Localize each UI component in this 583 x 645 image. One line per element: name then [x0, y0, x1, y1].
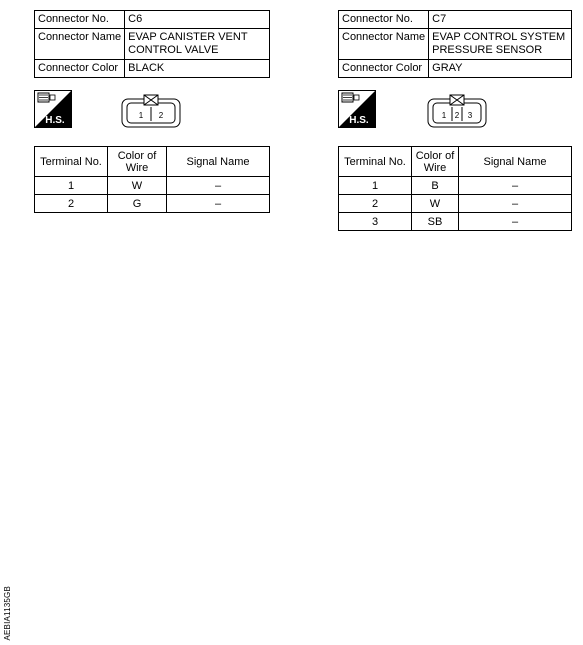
- pin-label: 2: [158, 111, 164, 120]
- terminal-cell: 2: [339, 195, 412, 213]
- connector-face-icon: [426, 93, 488, 136]
- terminal-cell: 1: [35, 177, 108, 195]
- connector-name-label: Connector Name: [339, 29, 429, 60]
- terminal-no-header: Terminal No.: [339, 147, 412, 177]
- connector-no-value: C7: [429, 11, 572, 29]
- table-row: [339, 177, 572, 195]
- pin-label: 1: [138, 111, 144, 120]
- signal-name-cell: –: [167, 177, 270, 195]
- connector-name-line: PRESSURE SENSOR: [432, 44, 543, 56]
- color-of-wire-line: Wire: [125, 161, 149, 174]
- connector-info-table: [338, 10, 572, 78]
- connector-info-table: [34, 10, 270, 78]
- connector-color-row: [339, 60, 572, 78]
- connector-color-label: Connector Color: [339, 60, 429, 78]
- pin-label: 1: [441, 111, 447, 120]
- hs-badge-text: H.S.: [45, 115, 65, 126]
- terminal-no-header: Terminal No.: [35, 147, 108, 177]
- color-of-wire-line: Color of: [415, 149, 455, 162]
- connector-name-row: [339, 29, 572, 60]
- color-of-wire-line: Wire: [423, 161, 447, 174]
- color-of-wire-header: [412, 147, 459, 177]
- color-of-wire-line: Color of: [117, 149, 157, 162]
- connector-name-line: CONTROL VALVE: [128, 44, 219, 56]
- signal-name-cell: –: [459, 213, 572, 231]
- wire-table-header: [339, 147, 572, 177]
- wire-table: [34, 146, 270, 213]
- connector-no-label: Connector No.: [35, 11, 125, 29]
- wire-table: [338, 146, 572, 231]
- connector-no-row: [35, 11, 270, 29]
- connector-no-value: C6: [125, 11, 270, 29]
- terminal-cell: 3: [339, 213, 412, 231]
- pin-label: 2: [454, 111, 460, 120]
- table-row: [35, 177, 270, 195]
- wire-color-cell: W: [412, 195, 459, 213]
- connector-name-value: [125, 29, 270, 60]
- table-row: [339, 213, 572, 231]
- table-row: [35, 195, 270, 213]
- connector-color-value: GRAY: [429, 60, 572, 78]
- signal-name-header: Signal Name: [459, 147, 572, 177]
- terminal-cell: 2: [35, 195, 108, 213]
- hs-badge-icon: [34, 90, 72, 133]
- connector-no-label: Connector No.: [339, 11, 429, 29]
- connector-color-label: Connector Color: [35, 60, 125, 78]
- wire-color-cell: SB: [412, 213, 459, 231]
- figure-code: AEBIA1135GB: [3, 586, 12, 641]
- hs-badge-icon: [338, 90, 376, 133]
- connector-panel-c6: [34, 10, 270, 210]
- signal-name-cell: –: [167, 195, 270, 213]
- connector-face-icon: [120, 93, 182, 136]
- connector-name-line: EVAP CANISTER VENT: [128, 31, 248, 43]
- hs-badge-text: H.S.: [349, 115, 369, 126]
- signal-name-cell: –: [459, 177, 572, 195]
- connector-color-row: [35, 60, 270, 78]
- wire-color-cell: G: [108, 195, 167, 213]
- connector-name-row: [35, 29, 270, 60]
- wire-color-cell: B: [412, 177, 459, 195]
- color-of-wire-header: [108, 147, 167, 177]
- table-row: [339, 195, 572, 213]
- wire-color-cell: W: [108, 177, 167, 195]
- terminal-cell: 1: [339, 177, 412, 195]
- connector-no-row: [339, 11, 572, 29]
- connector-name-value: [429, 29, 572, 60]
- pin-label: 3: [467, 111, 473, 120]
- signal-name-cell: –: [459, 195, 572, 213]
- connector-name-line: EVAP CONTROL SYSTEM: [432, 31, 566, 43]
- connector-name-label: Connector Name: [35, 29, 125, 60]
- signal-name-header: Signal Name: [167, 147, 270, 177]
- connector-panel-c7: [338, 10, 572, 228]
- wire-table-header: [35, 147, 270, 177]
- connector-color-value: BLACK: [125, 60, 270, 78]
